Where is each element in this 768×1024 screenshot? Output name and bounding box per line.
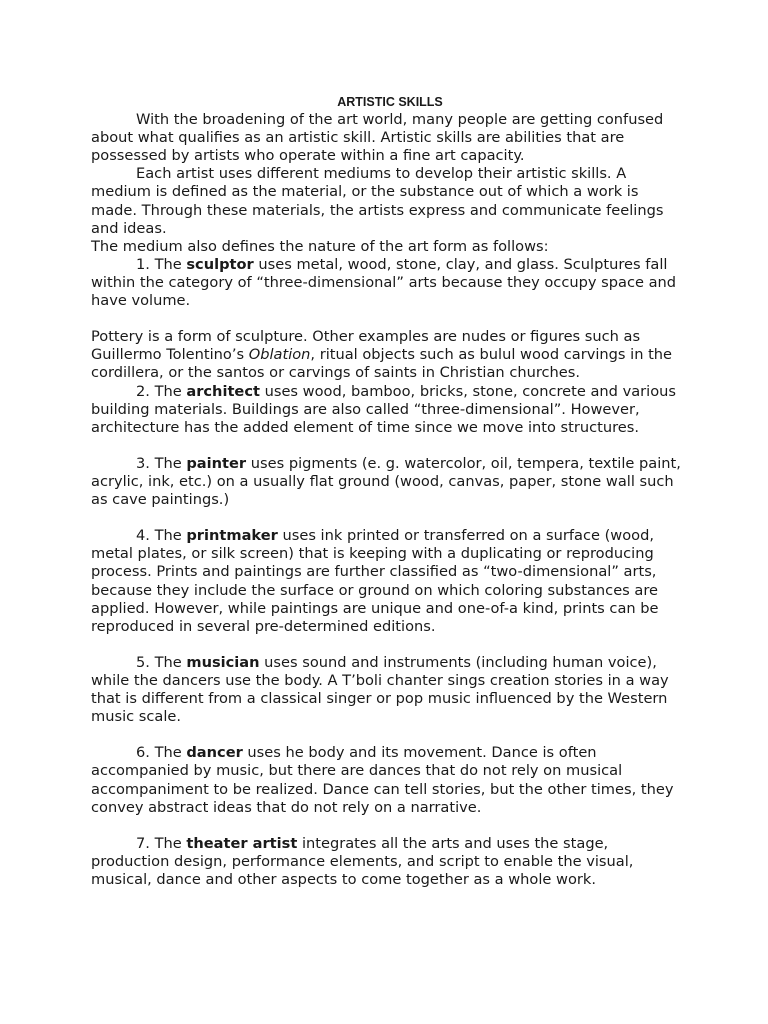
item-printmaker — [91, 527, 683, 636]
item-painter — [91, 454, 686, 509]
item-musician — [91, 654, 683, 726]
item-text: uses metal, wood, stone, clay, and glass. Sculptures fall within the category of “three-dimensional” arts because they occupy space and have volume. — [91, 255, 681, 310]
item-text: uses ink printed or transferred on a surface (wood, metal plates, or silk screen) that is keeping with a duplicating or reproducing process. Prints and paintings are further classified as “two-dimensional” arts, because they include the surface or ground on which coloring substances are applied. However, while paintings are unique and one-of-a kind, prints can be reproduced in several pre-determined editions. — [91, 527, 664, 635]
intro-paragraph-1: With the broadening of the art world, many people are getting confused about what qualifies as an artistic skill. Artistic skills are abilities that are possessed by artists who operate within a fine art capacity. — [91, 111, 668, 165]
term-musician: musician — [186, 653, 260, 671]
paragraph-gap — [91, 817, 683, 835]
term-painter: painter — [186, 454, 247, 472]
item-number: 6. The — [136, 744, 187, 762]
item-number: 5. The — [136, 653, 187, 671]
term-architect: architect — [186, 382, 260, 400]
paragraph-gap — [91, 509, 683, 527]
paragraph-gap — [91, 636, 683, 654]
lead-paragraph: The medium also defines the nature of the art form as follows: — [91, 237, 549, 255]
item-number: 7. The — [136, 834, 187, 852]
item-text: integrates all the arts and uses the stage, production design, performance elements, and script to enable the visual, musical, dance and other aspects to come together as a whole work. — [91, 834, 639, 889]
term-printmaker: printmaker — [186, 527, 278, 545]
pottery-text-after: , ritual objects such as bulul wood carvings in the cordillera, or the santos or carvings of saints in Christian churches. — [91, 346, 677, 382]
intro-paragraph-2: Each artist uses different mediums to develop their artistic skills. A medium is defined as the material, or the substance out of which a work is made. Through these materials, the artists express and communicate feelings and ideas. — [91, 165, 669, 237]
item-text: uses he body and its movement. Dance is often accompanied by music, but there are dances that do not rely on musical accompaniment to be realized. Dance can tell stories, but the other times, they convey abstract ideas that do not rely on a narrative. — [91, 744, 679, 816]
pottery-text-before: Pottery is a form of sculpture. Other examples are nudes or figures such as Guillermo Tolentino’s — [91, 328, 645, 364]
pottery-paragraph — [91, 328, 683, 382]
item-number: 3. The — [136, 454, 187, 472]
document-page — [91, 93, 686, 889]
item-dancer — [91, 744, 683, 816]
item-text: uses wood, bamboo, bricks, stone, concrete and various building materials. Buildings are also called “three-dimensional”. However, architecture has the added element of time since we move into structures. — [91, 382, 681, 436]
document-title: ARTISTIC SKILLS — [337, 95, 443, 109]
item-text: uses pigments (e. g. watercolor, oil, tempera, textile paint, acrylic, ink, etc.) on a usually flat ground (wood, canvas, paper, stone wall such as cave paintings.) — [91, 454, 686, 509]
item-number: 1. The — [136, 255, 187, 273]
term-dancer: dancer — [186, 744, 243, 762]
item-number: 4. The — [136, 527, 187, 545]
item-number: 2. The — [136, 382, 187, 400]
term-theater-artist: theater artist — [186, 834, 298, 852]
item-architect — [91, 383, 683, 437]
paragraph-gap — [91, 726, 683, 744]
item-text: uses sound and instruments (including human voice), while the dancers use the body. A T’boli chanter sings creation stories in a way that is different from a classical singer or pop music influenced by the Western music scale. — [91, 653, 674, 726]
pottery-emphasis: Oblation — [248, 346, 311, 364]
term-sculptor: sculptor — [186, 255, 254, 273]
paragraph-gap — [91, 310, 683, 328]
item-theater-artist — [91, 835, 683, 889]
paragraph-gap — [91, 437, 683, 455]
item-sculptor — [91, 256, 683, 310]
